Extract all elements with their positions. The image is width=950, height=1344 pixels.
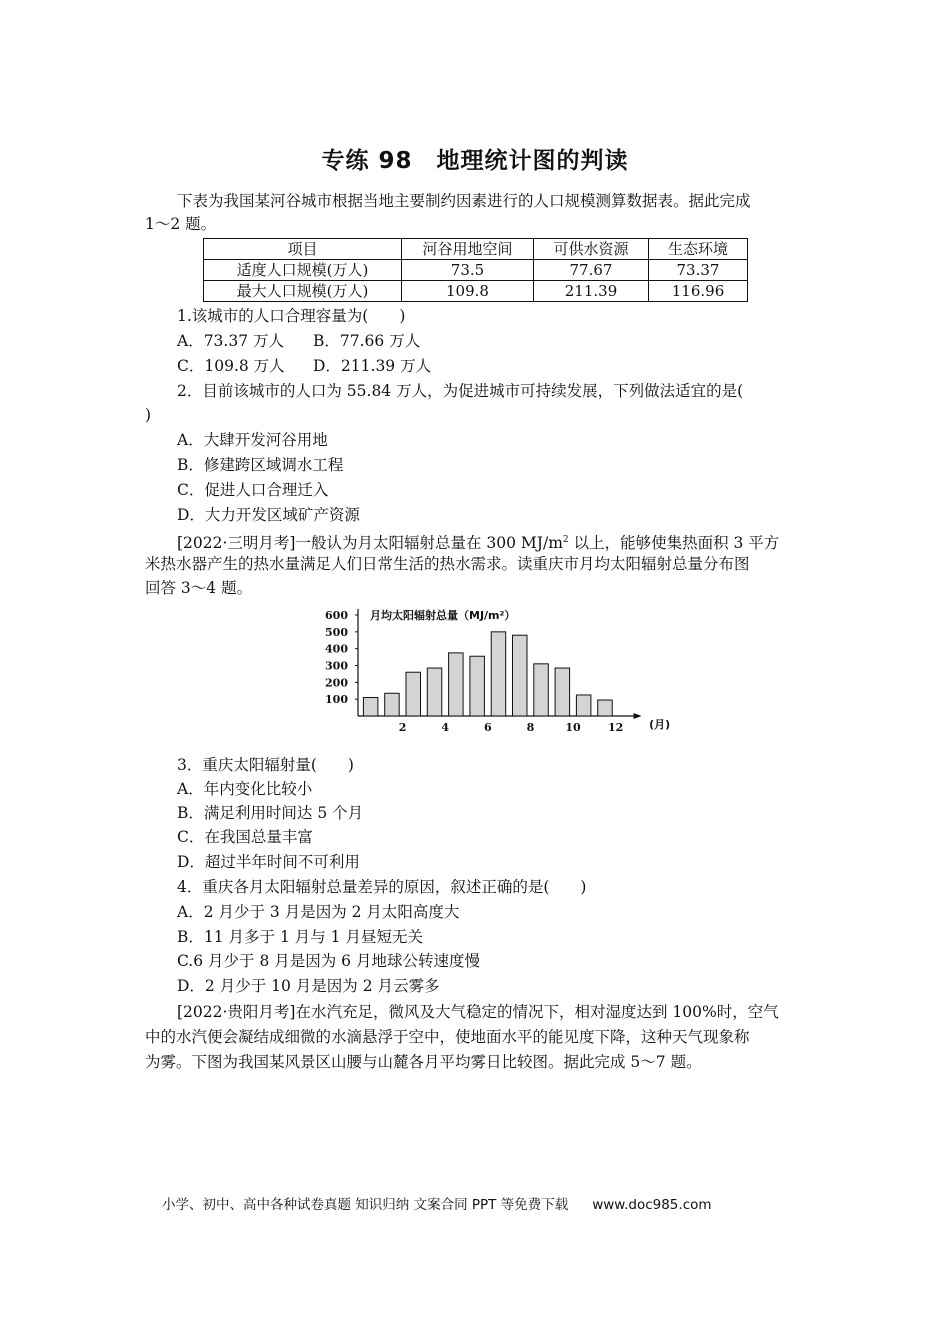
intro3-line2: 中的水汽便会凝结成细微的水滴悬浮于空中，使地面水平的能见度下降，这种天气现象称 bbox=[145, 1028, 750, 1046]
table-header-row bbox=[204, 239, 748, 260]
chart-title: 月均太阳辐射总量（MJ/m²） bbox=[370, 609, 516, 622]
table-header-cell: 生态环境 bbox=[649, 239, 748, 260]
bar-month-9 bbox=[534, 664, 549, 716]
x-axis-label: (月) bbox=[649, 718, 671, 731]
y-tick-label: 600 bbox=[325, 609, 348, 622]
x-tick-label: 2 bbox=[398, 721, 407, 734]
table-header-cell: 项目 bbox=[204, 239, 402, 260]
bar-month-2 bbox=[385, 693, 400, 716]
q3-stem: 3．重庆太阳辐射量( ) bbox=[177, 756, 354, 774]
table-cell: 73.5 bbox=[402, 260, 534, 281]
table-row bbox=[204, 281, 748, 302]
x-tick-label: 8 bbox=[526, 721, 535, 734]
intro2-line1-part2: 以上，能够使集热面积 3 平方 bbox=[568, 534, 780, 553]
bar-month-5 bbox=[449, 653, 464, 716]
q1-stem: 1.该城市的人口合理容量为( ) bbox=[177, 307, 406, 325]
table-cell: 211.39 bbox=[534, 281, 649, 302]
q1-option-a: A．73.37 万人 bbox=[177, 332, 284, 350]
table-header-cell: 河谷用地空间 bbox=[402, 239, 534, 260]
q2-stem-line2: ) bbox=[145, 406, 152, 424]
q4-stem: 4．重庆各月太阳辐射总量差异的原因，叙述正确的是( ) bbox=[177, 878, 587, 896]
bar-month-10 bbox=[555, 668, 570, 716]
page-title: 专练 98 地理统计图的判读 bbox=[321, 148, 629, 174]
y-tick-label: 300 bbox=[325, 659, 348, 673]
bar-month-3 bbox=[406, 672, 421, 716]
q4-option-b: B．11 月多于 1 月与 1 月昼短无关 bbox=[177, 928, 423, 946]
x-tick-label: 6 bbox=[483, 721, 492, 734]
x-axis-arrow bbox=[634, 713, 642, 719]
table-cell: 116.96 bbox=[649, 281, 748, 302]
q1-option-d: D．211.39 万人 bbox=[313, 357, 432, 375]
q3-option-b: B．满足利用时间达 5 个月 bbox=[177, 804, 364, 822]
y-tick-label: 100 bbox=[325, 693, 348, 707]
q3-option-d: D．超过半年时间不可利用 bbox=[177, 853, 360, 871]
y-tick-label: 500 bbox=[325, 625, 348, 639]
page-footer bbox=[162, 1193, 712, 1213]
bar-month-1 bbox=[363, 697, 378, 716]
bar-month-6 bbox=[470, 656, 485, 716]
q3-option-c: C．在我国总量丰富 bbox=[177, 828, 313, 846]
footer-url[interactable]: www.doc985.com bbox=[592, 1197, 712, 1213]
table-cell: 73.37 bbox=[649, 260, 748, 281]
q1-option-b: B．77.66 万人 bbox=[313, 332, 421, 350]
bar-month-8 bbox=[513, 635, 528, 716]
table-cell: 最大人口规模(万人) bbox=[204, 281, 402, 302]
bar-month-12 bbox=[598, 700, 613, 716]
solar-radiation-chart bbox=[318, 600, 671, 740]
table-header-cell: 可供水资源 bbox=[534, 239, 649, 260]
intro2-line2: 米热水器产生的热水量满足人们日常生活的热水需求。读重庆市月均太阳辐射总量分布图 bbox=[145, 555, 750, 573]
x-tick-label: 10 bbox=[565, 721, 581, 734]
intro1-line2: 1～2 题。 bbox=[145, 215, 217, 233]
q4-option-a: A．2 月少于 3 月是因为 2 月太阳高度大 bbox=[177, 903, 460, 921]
q2-option-d: D．大力开发区域矿产资源 bbox=[177, 506, 360, 524]
intro2-line1-part1: [2022·三明月考]一般认为月太阳辐射总量在 300 MJ/m bbox=[177, 534, 563, 553]
population-table bbox=[203, 238, 748, 302]
y-tick-label: 200 bbox=[325, 676, 348, 690]
q3-option-a: A．年内变化比较小 bbox=[177, 780, 313, 798]
y-tick-label: 400 bbox=[325, 642, 348, 656]
table-cell: 适度人口规模(万人) bbox=[204, 260, 402, 281]
q4-option-c: C.6 月少于 8 月是因为 6 月地球公转速度慢 bbox=[177, 952, 480, 970]
bar-month-4 bbox=[427, 668, 442, 716]
q2-stem-line1: 2．目前该城市的人口为 55.84 万人，为促进城市可持续发展，下列做法适宜的是( bbox=[177, 382, 744, 400]
intro3-line3: 为雾。下图为我国某风景区山腰与山麓各月平均雾日比较图。据此完成 5～7 题。 bbox=[145, 1053, 702, 1071]
bar-month-7 bbox=[491, 632, 506, 716]
table-cell: 109.8 bbox=[402, 281, 534, 302]
intro2-superscript: 2 bbox=[562, 535, 569, 545]
intro3-line1: [2022·贵阳月考]在水汽充足，微风及大气稳定的情况下，相对湿度达到 100%时，空气 bbox=[177, 1003, 779, 1021]
table-row bbox=[204, 260, 748, 281]
x-tick-label: 12 bbox=[607, 721, 624, 734]
bar-month-11 bbox=[576, 695, 591, 716]
x-tick-label: 4 bbox=[441, 721, 450, 734]
intro2-line3: 回答 3～4 题。 bbox=[145, 579, 253, 597]
q1-option-c: C．109.8 万人 bbox=[177, 357, 285, 375]
intro1-line1: 下表为我国某河谷城市根据当地主要制约因素进行的人口规模测算数据表。据此完成 bbox=[177, 192, 751, 210]
intro2-line1 bbox=[177, 529, 779, 554]
table-cell: 77.67 bbox=[534, 260, 649, 281]
q2-option-c: C．促进人口合理迁入 bbox=[177, 481, 329, 499]
q2-option-b: B．修建跨区域调水工程 bbox=[177, 456, 344, 474]
q4-option-d: D．2 月少于 10 月是因为 2 月云雾多 bbox=[177, 977, 440, 995]
footer-text: 小学、初中、高中各种试卷真题 知识归纳 文案合同 PPT 等免费下载 bbox=[162, 1197, 569, 1213]
q2-option-a: A．大肆开发河谷用地 bbox=[177, 431, 328, 449]
